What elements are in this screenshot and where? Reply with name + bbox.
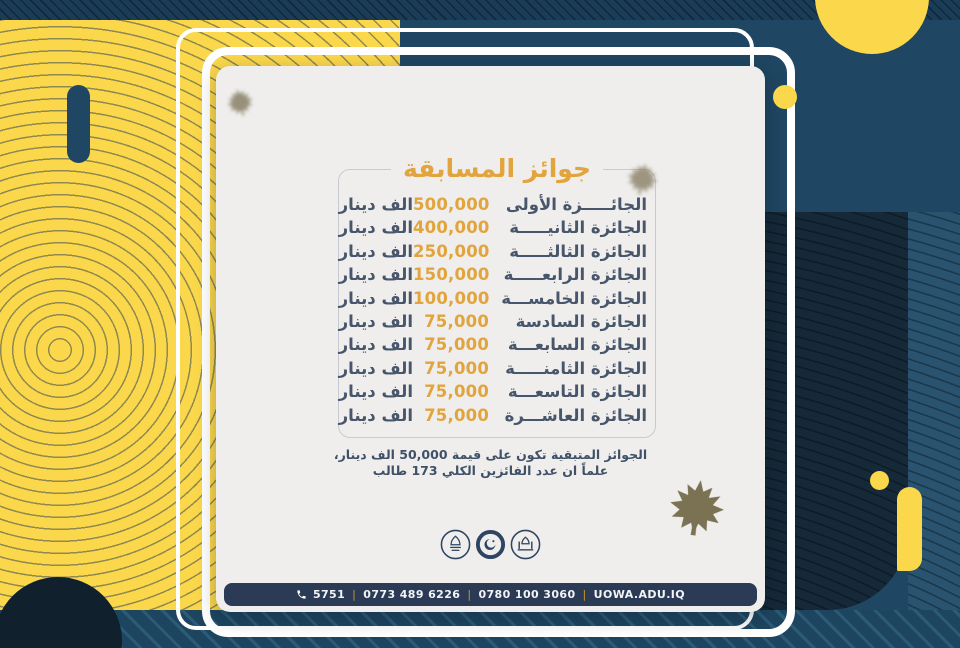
prize-rank-label: الجائزة الخامســـة (501, 288, 647, 308)
prize-amount-value: 250,000 (413, 241, 490, 261)
prize-row (338, 382, 647, 405)
prize-amount-value: 75,000 (424, 405, 489, 425)
prize-rank-label: الجائـــــزة الأولى (505, 195, 647, 214)
university-seal-icon (439, 528, 472, 561)
contact-bar (224, 583, 757, 606)
contact-items (313, 588, 685, 601)
phone-receiver-icon (296, 589, 307, 600)
navy-pill-shape (67, 85, 90, 163)
prize-amount-value: 75,000 (424, 382, 489, 402)
note-line-2: علماً ان عدد الفائزين الكلي 173 طالب (372, 463, 609, 478)
remaining-prizes-note (216, 447, 765, 479)
prize-rank-label: الجائزة السابعـــة (507, 335, 647, 355)
yellow-pill-shape (897, 487, 922, 571)
prize-row (338, 195, 647, 218)
university-seal-icon (509, 528, 542, 561)
maple-leaf-icon (664, 474, 730, 540)
prize-amount-value: 75,000 (424, 335, 489, 355)
contact-separator: | (352, 588, 357, 601)
prize-amount-value: 75,000 (424, 311, 489, 331)
prize-unit-label: الف دينار (338, 195, 413, 214)
yellow-dot-on-frame (773, 85, 797, 109)
prize-amount-value: 400,000 (413, 218, 490, 238)
prize-rank-label: الجائزة الثامنـــــة (505, 358, 647, 378)
contact-separator: | (467, 588, 472, 601)
prize-rows (338, 195, 647, 429)
prize-unit-label: الف دينار (338, 241, 413, 261)
yellow-circle-large (815, 0, 929, 54)
contact-item: 5751 (312, 588, 346, 601)
prize-rank-label: الجائزة العاشـــرة (504, 405, 647, 425)
prize-row (338, 335, 647, 358)
prize-amount-value: 500,000 (413, 195, 490, 214)
prize-amount-value: 150,000 (413, 265, 490, 285)
contact-item: 0780 100 3060 (478, 588, 576, 601)
prize-row (338, 405, 647, 429)
yellow-dot-small (870, 471, 889, 490)
contact-item: UOWA.ADU.IQ (593, 588, 686, 601)
prize-unit-label: الف دينار (338, 288, 413, 308)
prize-row (338, 218, 647, 241)
contact-item: 0773 489 6226 (363, 588, 461, 601)
prize-unit-label: الف دينار (338, 382, 413, 402)
prize-row (338, 311, 647, 335)
prize-list-box (338, 154, 656, 438)
page-title: جوائز المسابقة (391, 153, 603, 185)
prize-row (338, 358, 647, 382)
prize-rank-label: الجائزة الرابعـــــة (503, 265, 647, 285)
note-line-1: الجوائز المتبقية تكون على قيمة 50,000 الف دينار، (333, 447, 648, 462)
prize-unit-label: الف دينار (338, 335, 413, 355)
university-seal-icon (474, 528, 507, 561)
prize-rank-label: الجائزة التاسعـــة (507, 382, 647, 402)
prize-unit-label: الف دينار (338, 311, 413, 331)
prize-row (338, 265, 647, 288)
prize-amount-value: 75,000 (424, 358, 489, 378)
prize-rank-label: الجائزة السادسة (515, 311, 647, 331)
prize-row (338, 288, 647, 312)
prize-amount-value: 100,000 (413, 288, 490, 308)
prize-rank-label: الجائزة الثانيـــــة (509, 218, 647, 238)
prize-row (338, 241, 647, 265)
prize-rank-label: الجائزة الثالثـــــة (509, 241, 647, 261)
prize-unit-label: الف دينار (338, 405, 413, 425)
prize-unit-label: الف دينار (338, 358, 413, 378)
prize-unit-label: الف دينار (338, 265, 413, 285)
prize-unit-label: الف دينار (338, 218, 413, 238)
maple-leaf-icon (623, 159, 662, 198)
contact-separator: | (582, 588, 587, 601)
